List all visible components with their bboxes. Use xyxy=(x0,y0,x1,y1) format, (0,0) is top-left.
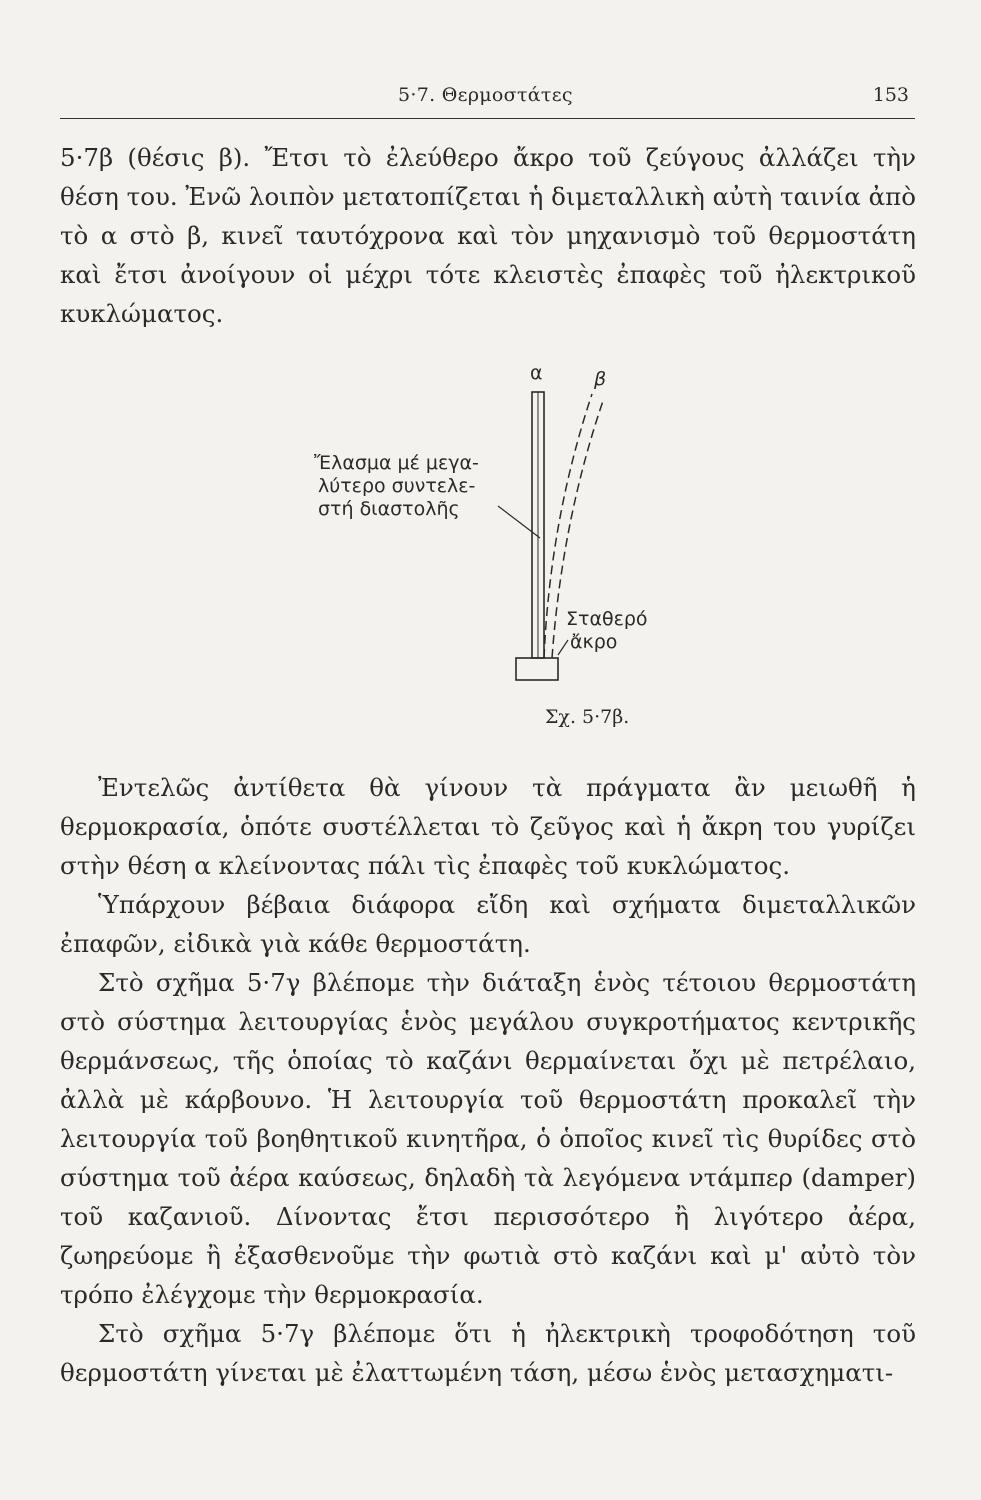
figure-5-7b xyxy=(300,360,700,730)
label-strip-line2: λύτερο συντελε- xyxy=(318,475,476,497)
running-title: 5·7. Θερμοστάτες xyxy=(398,84,573,106)
label-alpha: α xyxy=(530,362,543,384)
paragraph-4: Στὸ σχῆμα 5·7γ βλέπομε τὴν διάταξη ἑνὸς τέτοιου θερμοστάτη στὸ σύστημα λειτουργίας ἑνὸς μεγάλου συγκροτήματος κεντρικῆς θερμάνσεως, τῆς ὁποίας τὸ καζάνι θερμαίνεται ὄχι μὲ πετρέλαιο, ἀλλὰ μὲ κάρβουνο. Ἡ λειτουργία τοῦ θερμοστάτη προκαλεῖ τὴν λειτουργία τοῦ βοηθητικοῦ κινητῆρα, ὁ ὁποῖος κινεῖ τὶς θυρίδες στὸ σύστημα τοῦ ἀέρα καύσεως, δηλαδὴ τὰ λεγόμενα ντάμπερ (damper) τοῦ καζανιοῦ. Δίνοντας ἔτσι περισσότερο ἢ λιγότερο ἀέρα, ζωηρεύομε ἢ ἐξασθενοῦμε τὴν φωτιὰ στὸ καζάνι καὶ μ' αὐτὸ τὸν τρόπο ἐλέγχομε τὴν θερμοκρασία. xyxy=(60,968,916,1309)
fixed-end-leader-line xyxy=(558,640,568,655)
label-strip-line3: στή διαστολῆς xyxy=(318,498,460,520)
bimetal-strip-diagram xyxy=(300,360,700,730)
page-header xyxy=(60,84,915,119)
strip-leader-line xyxy=(498,506,540,538)
label-strip-line1: Ἔλασμα μέ μεγα- xyxy=(314,452,479,474)
paragraph-2: Ἐντελῶς ἀντίθετα θὰ γίνουν τὰ πράγματα ἂν μειωθῆ ἡ θερμοκρασία, ὁπότε συστέλλεται τὸ ζεῦγος καὶ ἡ ἄκρη του γυρίζει στὴν θέση α κλείνοντας πάλι τὶς ἐπαφὲς τοῦ κυκλώματος. xyxy=(60,773,916,880)
paragraph-5: Στὸ σχῆμα 5·7γ βλέπομε ὅτι ἡ ἠλεκτρικὴ τροφοδότηση τοῦ θερμοστάτη γίνεται μὲ ἐλαττωμένη τάση, μέσω ἑνὸς μετασχηματι- xyxy=(60,1319,916,1387)
paragraph-1: 5·7β (θέσις β). Ἔτσι τὸ ἐλεύθερο ἄκρο τοῦ ζεύγους ἀλλάζει τὴν θέση του. Ἐνῶ λοιπὸν μετατοπίζεται ἡ διμεταλλικὴ αὐτὴ ταινία ἀπὸ τὸ α στὸ β, κινεῖ ταυτόχρονα καὶ τὸν μηχανισμὸ τοῦ θερμοστάτη καὶ ἔτσι ἀνοίγουν οἱ μέχρι τότε κλειστὲς ἐπαφὲς τοῦ ἠλεκτρικοῦ κυκλώματος. xyxy=(60,143,916,328)
fixed-base xyxy=(516,658,558,680)
paragraph-3: Ὑπάρχουν βέβαια διάφορα εἴδη καὶ σχήματα διμεταλλικῶν ἐπαφῶν, εἰδικὰ γιὰ κάθε θερμοστάτη. xyxy=(60,890,916,958)
label-fixed-line2: ἄκρο xyxy=(570,631,618,653)
label-fixed-line1: Σταθερό xyxy=(566,608,648,630)
label-beta: β xyxy=(594,368,607,390)
figure-caption: Σχ. 5·7β. xyxy=(545,706,630,728)
page-number: 153 xyxy=(872,84,909,106)
